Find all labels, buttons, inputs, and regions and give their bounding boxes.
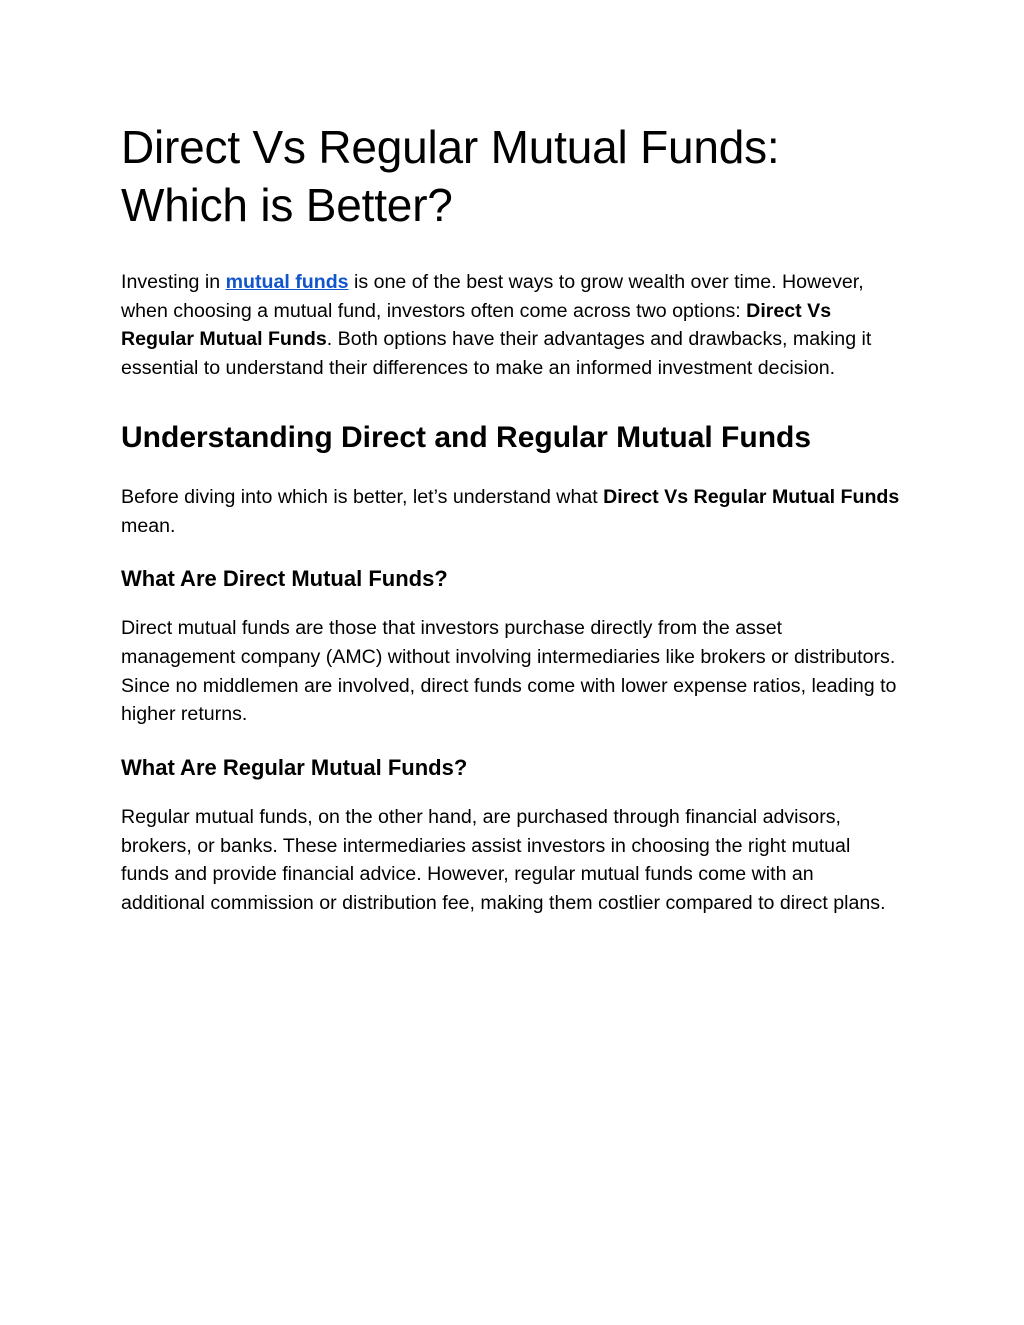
understanding-bold-term: Direct Vs Regular Mutual Funds bbox=[603, 485, 900, 508]
understanding-paragraph bbox=[121, 483, 901, 540]
understanding-heading: Understanding Direct and Regular Mutual Funds bbox=[121, 420, 812, 454]
intro-text-1: is one of the best ways to grow wealth over time. However, when choosing a mutual fund, investors often come across two options: bbox=[121, 271, 864, 322]
direct-funds-paragraph: Direct mutual funds are those that investors purchase directly from the asset management company (AMC) without involving intermediaries like brokers or distributors. Since no middlemen are involved, direct funds come with lower expense ratios, leading to higher returns. bbox=[121, 617, 897, 726]
intro-text-2: . Both options have their advantages and drawbacks, making it essential to understand their differences to make an informed investment decision. bbox=[121, 328, 872, 380]
intro-prefix: Investing in bbox=[121, 271, 226, 293]
document-page bbox=[121, 118, 901, 918]
page-title bbox=[121, 118, 901, 234]
intro-bold-term: Direct Vs Regular Mutual Funds bbox=[121, 299, 832, 351]
page-title-line-1: Direct Vs Regular Mutual Funds: bbox=[121, 121, 780, 173]
direct-funds-heading: What Are Direct Mutual Funds? bbox=[121, 566, 448, 592]
intro-paragraph bbox=[121, 268, 901, 383]
regular-funds-heading: What Are Regular Mutual Funds? bbox=[121, 755, 468, 781]
understanding-prefix: Before diving into which is better, let’s understand what bbox=[121, 485, 604, 508]
page-title-line-2: Which is Better? bbox=[121, 179, 453, 231]
regular-funds-paragraph: Regular mutual funds, on the other hand, are purchased through financial advisors, brokers, or banks. These intermediaries assist investors in choosing the right mutual funds and provide financial advice. However, regular mutual funds come with an additional commission or distribution fee, making them costlier compared to direct plans. bbox=[121, 806, 886, 915]
understanding-suffix: mean. bbox=[121, 514, 176, 537]
mutual-funds-link[interactable]: mutual funds bbox=[225, 271, 349, 293]
